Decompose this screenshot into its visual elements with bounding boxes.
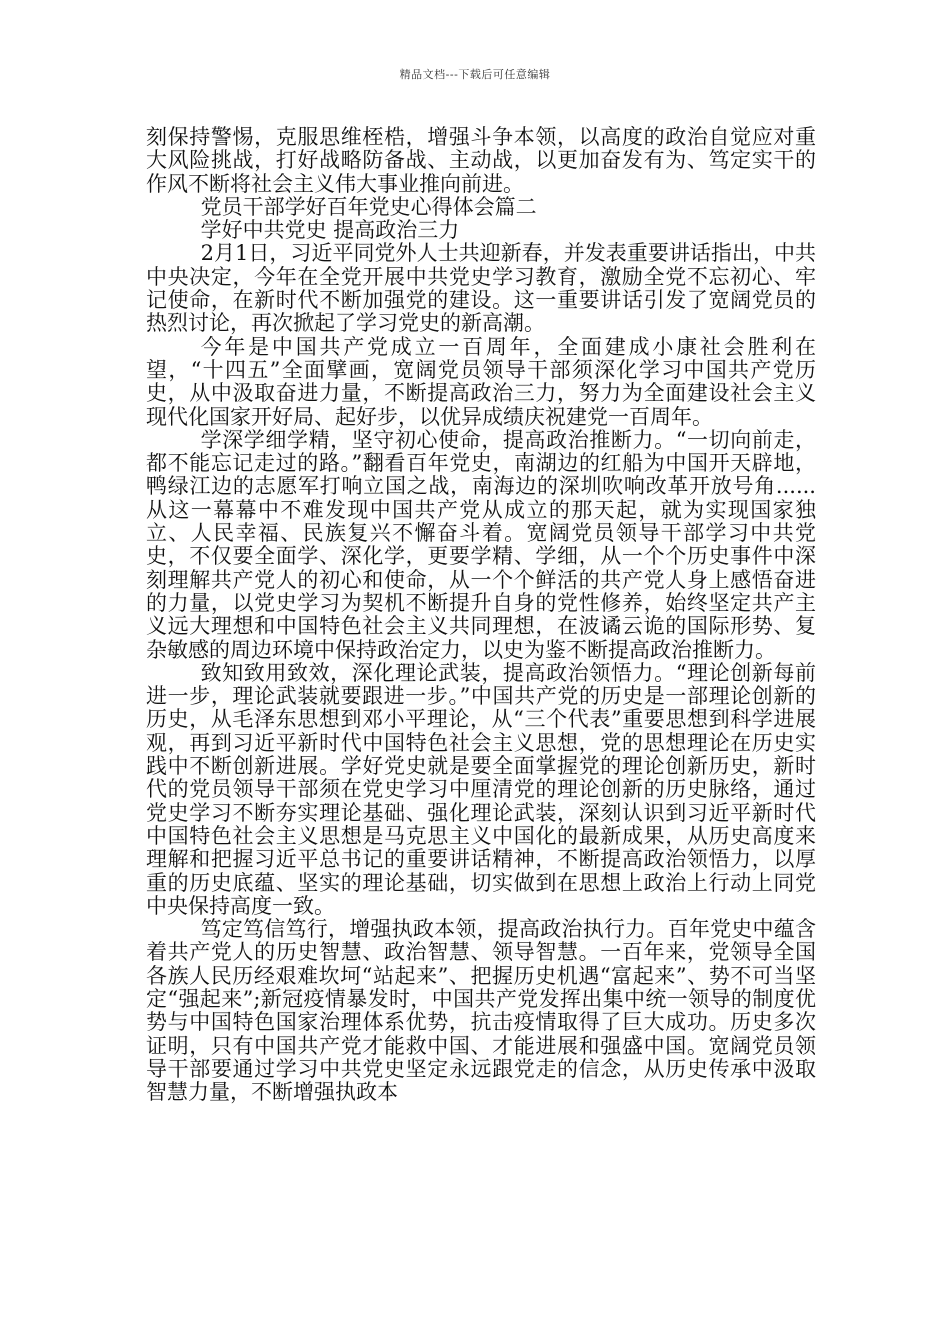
paragraph: 2月1日，习近平同党外人士共迎新春，并发表重要讲话指出，中共中央决定，今年在全党开展中共党史学习教育，激励全党不忘初心、牢记使命，在新时代不断加强党的建设。这一重要讲话引发了宽阔党员的热烈讨论，再次掀起了学习党史的新高潮。 [146,241,816,336]
paragraph: 今年是中国共产党成立一百周年，全面建成小康社会胜利在望，“十四五”全面擘画，宽阔党员领导干部须深化学习中国共产党历史，从中汲取奋进力量，不断提高政治三力，努力为全面建设社会主义现代化国家开好局、起好步，以优异成绩庆祝建党一百周年。 [146,334,816,429]
section-subtitle: 学好中共党史 提高政治三力 [200,218,460,243]
paragraph: 致知致用致效，深化理论武装，提高政治领悟力。“理论创新每前进一步，理论武装就要跟进一步。”中国共产党的历史是一部理论创新的历史，从毛泽东思想到邓小平理论，从“三个代表”重要思想到科学进展观，再到习近平新时代中国特色社会主义思想，党的思想理论在历史实践中不断创新进展。学好党史就是要全面掌握党的理论创新历史，新时代的党员领导干部须在党史学习中厘清党的理论创新的历史脉络，通过党史学习不断夯实理论基础、强化理论武装，深刻认识到习近平新时代中国特色社会主义思想是马克思主义中国化的最新成果，从历史高度来理解和把握习近平总书记的重要讲话精神，不断提高政治领悟力，以厚重的历史底蕴、坚实的理论基础，切实做到在思想上政治上行动上同党中央保持高度一致。 [146,660,816,918]
paragraph: 笃定笃信笃行，增强执政本领，提高政治执行力。百年党史中蕴含着共产党人的历史智慧、政治智慧、领导智慧。一百年来，党领导全国各族人民历经艰难坎坷“站起来”、把握历史机遇“富起来”、势不可当坚定“强起来”;新冠疫情暴发时，中国共产党发挥出集中统一领导的制度优势与中国特色国家治理体系优势，抗击疫情取得了巨大成功。历史多次证明，只有中国共产党才能救中国、才能进展和强盛中国。宽阔党员领导干部要通过学习中共党史坚定永远跟党走的信念，从历史传承中汲取智慧力量，不断增强执政本 [146,917,816,1105]
paragraph: 学深学细学精，坚守初心使命，提高政治推断力。“一切向前走，都不能忘记走过的路。”翻看百年党史，南湖边的红船为中国开天辟地，鸭绿江边的志愿军打响立国之战，南海边的深圳吹响改革开放号角......从这一幕幕中不难发现中国共产党从成立的那天起，就为实现国家独立、人民幸福、民族复兴不懈奋斗着。宽阔党员领导干部学习中共党史，不仅要全面学、深化学，更要学精、学细，从一个个历史事件中深刻理解共产党人的初心和使命，从一个个鲜活的共产党人身上感悟奋进的力量，以党史学习为契机不断提升自身的党性修养，始终坚定共产主义远大理想和中国特色社会主义共同理想，在波谲云诡的国际形势、复杂敏感的周边环境中保持政治定力，以史为鉴不断提高政治推断力。 [146,427,816,662]
page-header: 精品文档---下载后可任意编辑 [399,68,551,81]
section-title: 党员干部学好百年党史心得体会篇二 [200,194,537,219]
document-body [146,126,816,1104]
paragraph-continuation: 刻保持警惕，克服思维桎梏，增强斗争本领，以高度的政治自觉应对重大风险挑战，打好战略防备战、主动战，以更加奋发有为、笃定实干的作风不断将社会主义伟大事业推向前进。 [146,125,816,196]
